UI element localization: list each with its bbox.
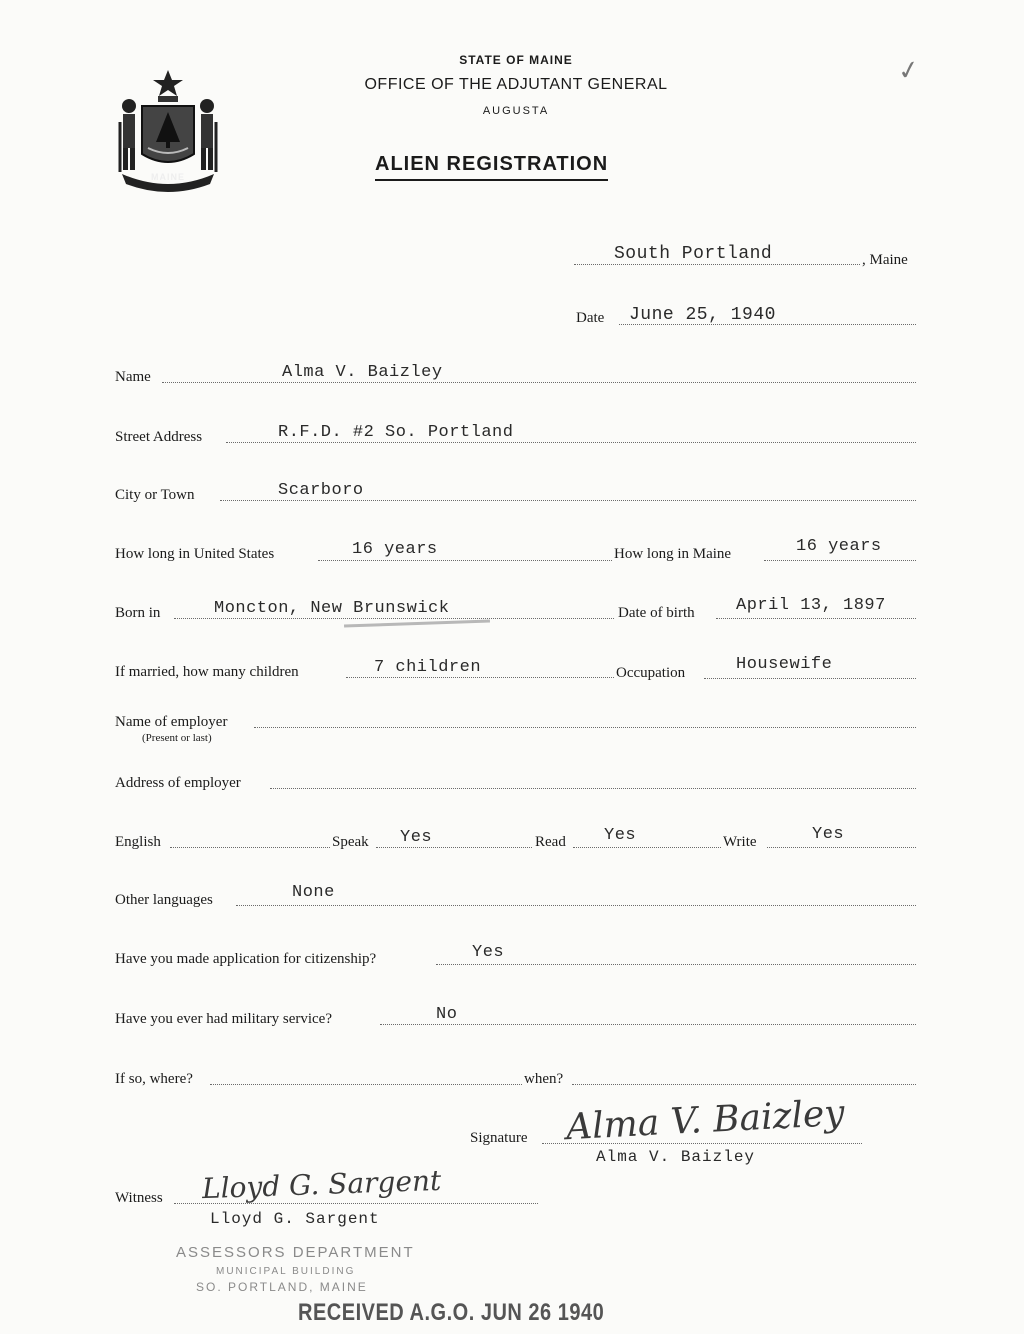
stamp-line3: SO. PORTLAND, MAINE [196, 1280, 368, 1294]
header-state: STATE OF MAINE [459, 53, 573, 67]
us-duration-value[interactable]: 16 years [352, 540, 438, 559]
children-label: If married, how many children [115, 664, 299, 680]
speak-value[interactable]: Yes [400, 828, 433, 847]
maine-duration-value[interactable]: 16 years [796, 537, 882, 556]
read-value[interactable]: Yes [604, 826, 637, 845]
street-value[interactable]: R.F.D. #2 So. Portland [278, 423, 514, 442]
military-label: Have you ever had military service? [115, 1011, 332, 1027]
write-label: Write [723, 834, 757, 850]
dob-value[interactable]: April 13, 1897 [736, 596, 886, 615]
read-label: Read [535, 834, 566, 850]
signature-typed: Alma V. Baizley [596, 1148, 756, 1166]
location-suffix: , Maine [862, 252, 908, 268]
occupation-label: Occupation [616, 665, 686, 681]
maine-seal-icon [112, 66, 224, 194]
military-value[interactable]: No [436, 1005, 458, 1024]
other-languages-label: Other languages [115, 892, 213, 908]
seal-label: MAINE [151, 172, 185, 182]
stamp-line2: MUNICIPAL BUILDING [216, 1266, 356, 1277]
name-label: Name [115, 369, 151, 385]
city-label: City or Town [115, 487, 195, 503]
employer-label: Name of employer [115, 714, 228, 730]
witness-script: Lloyd G. Sargent [201, 1163, 442, 1206]
dob-label: Date of birth [618, 605, 695, 621]
witness-label: Witness [115, 1190, 163, 1206]
check-mark-icon: ✓ [895, 54, 923, 87]
header-office: OFFICE OF THE ADJUTANT GENERAL [364, 76, 668, 93]
us-duration-label: How long in United States [115, 546, 275, 562]
children-value[interactable]: 7 children [374, 658, 482, 677]
location-value[interactable]: South Portland [614, 244, 773, 264]
citizenship-value[interactable]: Yes [472, 943, 505, 962]
witness-typed: Lloyd G. Sargent [210, 1210, 380, 1228]
stamp-line1: ASSESSORS DEPARTMENT [176, 1244, 415, 1261]
write-value[interactable]: Yes [812, 825, 845, 844]
english-label: English [115, 834, 161, 850]
page-title: ALIEN REGISTRATION [375, 153, 608, 181]
street-label: Street Address [115, 429, 203, 445]
when-label: when? [524, 1071, 564, 1087]
employer-address-label: Address of employer [115, 775, 241, 791]
date-label: Date [576, 310, 605, 326]
header-city: AUGUSTA [482, 105, 550, 117]
other-languages-value[interactable]: None [292, 883, 335, 902]
speak-label: Speak [332, 834, 369, 850]
name-value[interactable]: Alma V. Baizley [282, 363, 443, 382]
received-stamp: RECEIVED A.G.O. JUN 26 1940 [298, 1299, 605, 1327]
signature-script: Alma V. Baizley [565, 1092, 846, 1149]
born-label: Born in [115, 605, 161, 621]
maine-duration-label: How long in Maine [614, 546, 732, 562]
pencil-mark [344, 619, 490, 627]
employer-sublabel: (Present or last) [142, 732, 212, 744]
signature-label: Signature [470, 1130, 528, 1146]
citizenship-label: Have you made application for citizenship? [115, 951, 377, 967]
city-value[interactable]: Scarboro [278, 481, 364, 500]
date-value[interactable]: June 25, 1940 [629, 305, 776, 325]
occupation-value[interactable]: Housewife [736, 655, 833, 674]
born-value[interactable]: Moncton, New Brunswick [214, 599, 450, 618]
where-label: If so, where? [115, 1071, 193, 1087]
